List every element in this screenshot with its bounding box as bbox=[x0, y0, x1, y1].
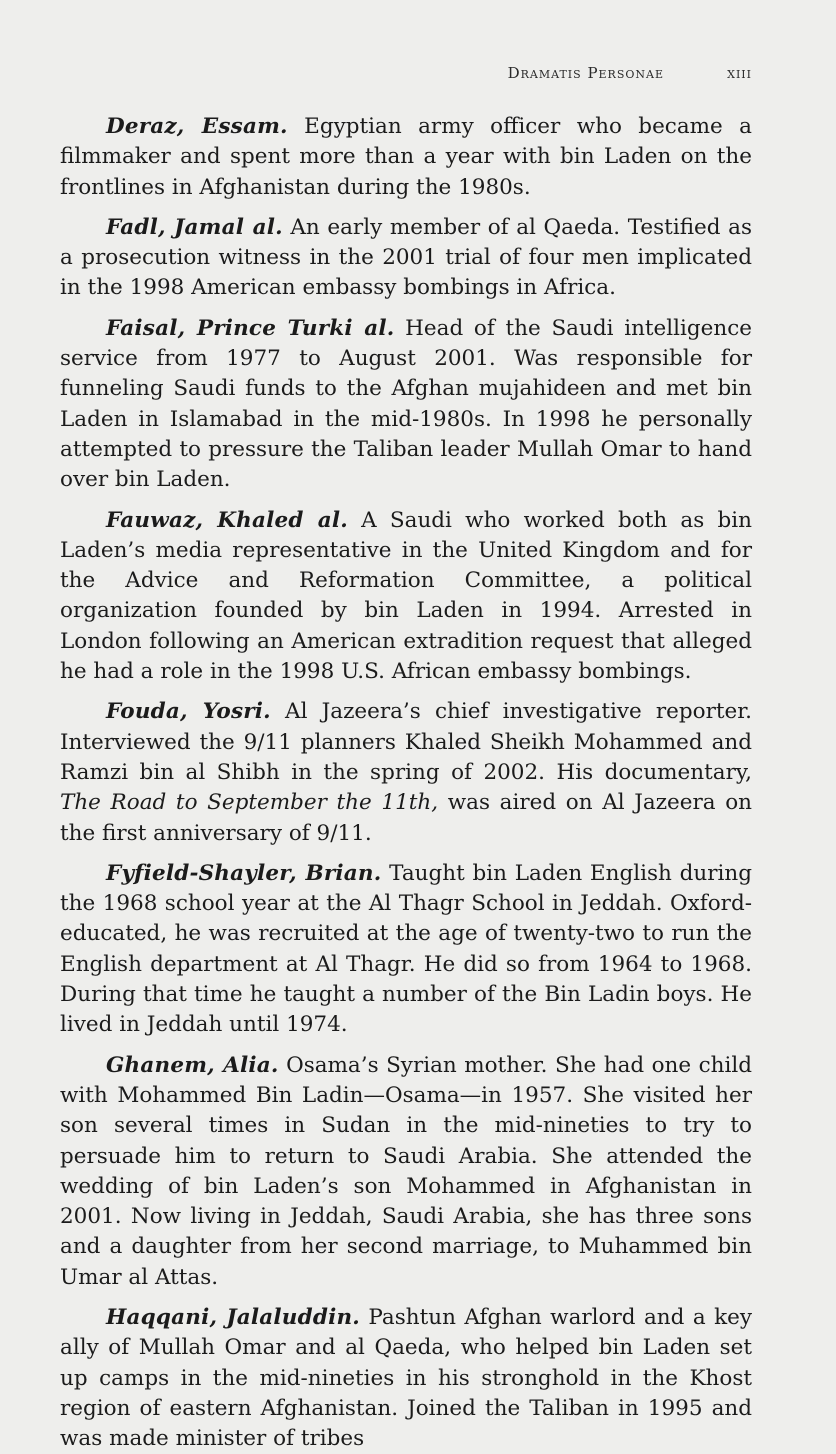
entry-text: An early member of al Qaeda. Testified as a prosecution witness in the 2001 trial of four men implicated in the 1998 American embassy bombings in Africa. bbox=[60, 214, 752, 301]
entries-list bbox=[60, 112, 752, 1454]
entry-name: Haqqani, Jalaluddin. bbox=[106, 1304, 360, 1330]
entry-text: Pashtun Afghan warlord and a key ally of Mullah Omar and al Qaeda, who helped bin Laden set up camps in the mid-nineties in his stronghold in the Khost region of eastern Afghanistan. Joined the Taliban in 1995 and was made minister of tribes bbox=[60, 1304, 752, 1452]
entry-fouda bbox=[60, 697, 752, 848]
entry-name: Ghanem, Alia. bbox=[106, 1052, 279, 1078]
entry-haqqani bbox=[60, 1303, 752, 1454]
entry-text: A Saudi who worked both as bin Laden’s media representative in the United Kingdom and for the Advice and Reformation Committee, a political organization founded by bin Laden in 1994. Arrested in London following an American extradition request that alleged he had a role in the 1998 U.S. African embassy bombings. bbox=[60, 507, 752, 685]
entry-name: Fadl, Jamal al. bbox=[106, 214, 283, 240]
entry-name: Faisal, Prince Turki al. bbox=[106, 315, 395, 341]
entry-text: Osama’s Syrian mother. She had one child with Mohammed Bin Ladin—Osama—in 1957. She visited her son several times in Sudan in the mid-nineties to try to persuade him to return to Saudi Arabia. She attended the wedding of bin Laden’s son Mohammed in Afghanistan in 2001. Now living in Jeddah, Saudi Arabia, she has three sons and a daughter from her second marriage, to Muhammed bin Umar al Attas. bbox=[60, 1052, 752, 1290]
entry-fadl bbox=[60, 213, 752, 304]
running-head bbox=[60, 64, 752, 86]
entry-ghanem bbox=[60, 1051, 752, 1293]
entry-name: Deraz, Essam. bbox=[106, 114, 288, 139]
entry-text-continued: was aired on Al Jazeera on the first anniversary of 9/11. bbox=[60, 790, 753, 846]
entry-text: Head of the Saudi intelligence service from 1977 to August 2001. Was responsible for funneling Saudi funds to the Afghan mujahideen and met bin Laden in Islamabad in the mid-1980s. In 1998 he personally attempted to pressure the Taliban leader Mullah Omar to hand over bin Laden. bbox=[60, 315, 753, 493]
entry-fauwaz bbox=[60, 506, 752, 688]
entry-faisal bbox=[60, 314, 752, 496]
entry-name: Fauwaz, Khaled al. bbox=[106, 507, 348, 533]
documentary-title: The Road to September the 11th, bbox=[60, 790, 439, 816]
entry-name: Fouda, Yosri. bbox=[106, 699, 271, 725]
page-number: xiii bbox=[727, 64, 752, 82]
entry-name: Fyfield-Shayler, Brian. bbox=[106, 860, 382, 886]
entry-text: Al Jazeera’s chief investigative reporter. Interviewed the 9/11 planners Khaled Sheikh Mohammed and Ramzi bin al Shibh in the spring of 2002. His documentary, bbox=[60, 699, 753, 785]
entry-deraz bbox=[60, 112, 752, 203]
entry-text: Egyptian army officer who became a filmmaker and spent more than a year with bin Laden on the frontlines in Afghanistan during the 1980s. bbox=[60, 114, 753, 200]
entry-text: Taught bin Laden English during the 1968 school year at the Al Thagr School in Jeddah. Oxford-educated, he was recruited at the age of twenty-two to run the English department at Al Thagr. He did so from 1964 to 1968. During that time he taught a number of the Bin Ladin boys. He lived in Jeddah until 1974. bbox=[60, 860, 753, 1038]
entry-fyfield-shayler bbox=[60, 859, 752, 1041]
running-head-title: Dramatis Personae bbox=[507, 64, 664, 82]
